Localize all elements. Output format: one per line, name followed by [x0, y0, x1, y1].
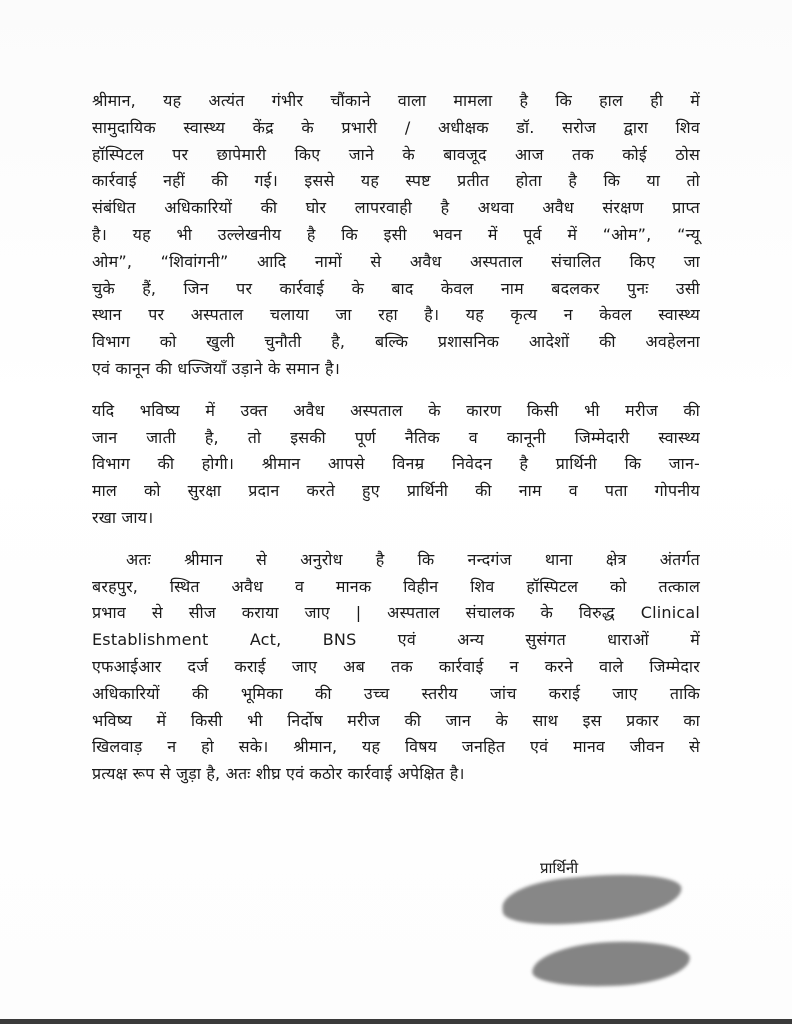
text-line: ओम”, “शिवांगनी” आदि नामों से अवैध अस्पताल संचालित किए जा [92, 251, 700, 271]
text-line: बरहपुर, स्थित अवैध व मानक विहीन शिव हॉस्पिटल को तत्काल [92, 576, 700, 596]
paragraph-spacer [92, 532, 700, 547]
text-line: हॉस्पिटल पर छापेमारी किए जाने के बावजूद आज तक कोई ठोस [92, 144, 700, 164]
text-line: यदि भविष्य में उक्त अवैध अस्पताल के कारण किसी भी मरीज की [92, 400, 700, 420]
text-line: संबंधित अधिकारियों की घोर लापरवाही है अथवा अवैध संरक्षण प्राप्त [92, 198, 700, 218]
text-line: माल को सुरक्षा प्रदान करते हुए प्रार्थिनी की नाम व पता गोपनीय [92, 481, 700, 501]
text-line: चुके हैं, जिन पर कार्रवाई के बाद केवल नाम बदलकर पुनः उसी [92, 278, 700, 298]
text-line: भविष्य में किसी भी निर्दोष मरीज की जान के साथ इस प्रकार का [92, 710, 700, 730]
paragraph-2 [92, 398, 700, 532]
redaction-mark-name [500, 868, 683, 930]
paragraph-spacer [92, 383, 700, 398]
text-line: है। यह भी उल्लेखनीय है कि इसी भवन में पूर्व में “ओम”, “न्यू [92, 224, 700, 244]
text-line: विभाग की होगी। श्रीमान आपसे विनम्र निवेदन है प्रार्थिनी कि जान- [92, 454, 700, 474]
text-line: प्रभाव से सीज कराया जाए | अस्पताल संचालक के विरुद्ध Clinical [92, 603, 700, 623]
text-line: श्रीमान, यह अत्यंत गंभीर चौंकाने वाला मामला है कि हाल ही में [92, 91, 700, 110]
text-line: Establishment Act, BNS एवं अन्य सुसंगत धाराओं में [92, 630, 700, 650]
text-line: खिलवाड़ न हो सके। श्रीमान, यह विषय जनहित एवं मानव जीवन से [92, 737, 700, 757]
redaction-mark-address [531, 938, 691, 990]
text-line: एफआईआर दर्ज कराई जाए अब तक कार्रवाई न करने वाले जिम्मेदार [92, 656, 700, 676]
text-line: रखा जाय। [92, 507, 154, 527]
text-line: जान जाती है, तो इसकी पूर्ण नैतिक व कानूनी जिम्मेदारी स्वास्थ्य [92, 427, 700, 447]
text-line: अधिकारियों की भूमिका की उच्च स्तरीय जांच कराई जाए ताकि [92, 683, 700, 703]
letter-body [92, 88, 700, 788]
text-line: स्थान पर अस्पताल चलाया जा रहा है। यह कृत्य न केवल स्वास्थ्य [92, 305, 700, 325]
text-line: सामुदायिक स्वास्थ्य केंद्र के प्रभारी / अधीक्षक डॉ. सरोज द्वारा शिव [92, 117, 700, 137]
text-line: प्रत्यक्ष रूप से जुड़ा है, अतः शीघ्र एवं कठोर कार्रवाई अपेक्षित है। [92, 764, 465, 784]
paragraph-3 [92, 547, 700, 788]
text-line: एवं कानून की धज्जियाँ उड़ाने के समान है। [92, 358, 341, 378]
text-line: विभाग को खुली चुनौती है, बल्कि प्रशासनिक आदेशों की अवहेलना [92, 332, 700, 352]
text-line: कार्रवाई नहीं की गई। इससे यह स्पष्ट प्रतीत होता है कि या तो [92, 171, 700, 191]
text-line: अतः श्रीमान से अनुरोध है कि नन्दगंज थाना क्षेत्र अंतर्गत [126, 549, 700, 569]
page-bottom-edge [0, 1019, 792, 1024]
signature-label: प्रार्थिनी [540, 859, 579, 877]
paragraph-1 [92, 88, 700, 383]
